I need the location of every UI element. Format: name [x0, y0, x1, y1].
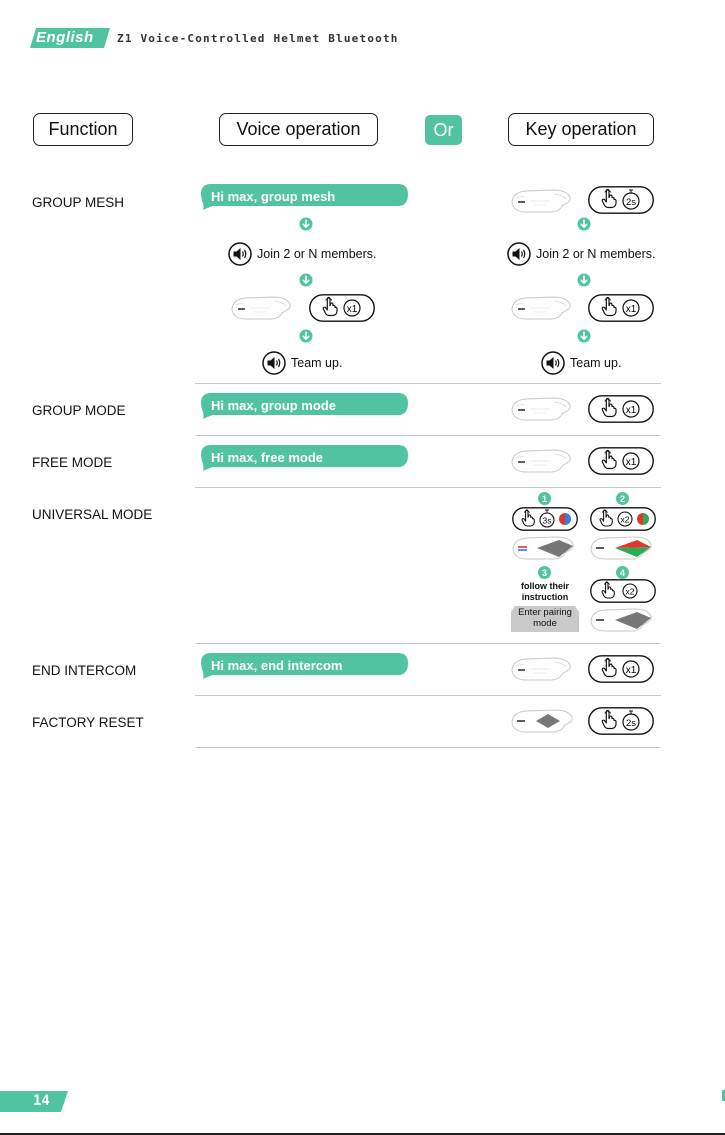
- enter-pairing-mode-box: [511, 606, 579, 632]
- speaker-icon: [262, 351, 286, 375]
- voice-command-end-intercom: [201, 653, 408, 679]
- voice-operation-column-header: Voice operation: [219, 113, 378, 146]
- helmet-device-icon: [510, 448, 572, 474]
- key-pill-shape: [590, 579, 656, 603]
- language-badge: [30, 28, 110, 48]
- row-divider: [195, 435, 661, 436]
- device-blinking-red-green: [589, 535, 657, 561]
- step-team-up-key: [541, 351, 621, 375]
- press-count-label: x1: [346, 304, 358, 315]
- key-pill-shape: [309, 294, 375, 322]
- device-blinking-red-blue: [511, 535, 579, 561]
- arrow-down-icon: [299, 329, 313, 343]
- step-text: Join 2 or N members.: [257, 247, 377, 261]
- enter-pairing-mode-text: Enter pairing mode: [518, 607, 572, 629]
- row-divider: [195, 747, 661, 748]
- hold-key-two-seconds: [588, 707, 654, 735]
- helmet-device-icon: [230, 295, 292, 321]
- press-key-once: [588, 395, 654, 423]
- arrow-down-icon: [299, 217, 313, 231]
- function-label-free-mode: FREE MODE: [32, 455, 113, 470]
- step-number: 4: [619, 568, 626, 578]
- row-divider: [195, 383, 661, 384]
- function-column-header: Function: [33, 113, 133, 146]
- key-pill-shape: [588, 707, 654, 735]
- speaker-icon: [228, 242, 252, 266]
- press-count-label: x2: [620, 514, 630, 525]
- function-label-group-mesh: GROUP MESH: [32, 195, 125, 210]
- step-number: 1: [541, 494, 548, 504]
- follow-instruction-text: follow their instruction: [521, 581, 569, 602]
- helmet-device-icon: [511, 535, 579, 561]
- key-pill-shape: [588, 447, 654, 475]
- function-label-group-mode: GROUP MODE: [32, 403, 126, 418]
- press-key-once-key: [588, 294, 654, 322]
- document-title: Z1 Voice-Controlled Helmet Bluetooth: [117, 32, 399, 45]
- key-pill-shape: [512, 507, 578, 531]
- press-key-once: [588, 655, 654, 683]
- press-key-twice: [590, 579, 656, 603]
- key-pill-shape: [588, 294, 654, 322]
- hold-duration-label: 3s: [542, 515, 552, 526]
- voice-command-text: Hi max, end intercom: [211, 658, 343, 673]
- step-number: 2: [619, 494, 626, 504]
- press-key-once-voice: [309, 294, 375, 322]
- helmet-device-icon: [589, 535, 657, 561]
- hold-key-three-seconds: [512, 507, 578, 531]
- voice-command-group-mesh: [201, 184, 408, 210]
- voice-command-text: Hi max, free mode: [211, 450, 323, 465]
- function-label-end-intercom: END INTERCOM: [32, 663, 137, 678]
- voice-command-free-mode: [201, 445, 408, 471]
- helmet-device-icon: [589, 607, 657, 633]
- hold-duration-label: 2s: [625, 718, 637, 729]
- helmet-device-icon: [510, 396, 572, 422]
- arrow-down-icon: [577, 217, 591, 231]
- hold-key-two-seconds: [588, 186, 654, 214]
- voice-command-text: Hi max, group mesh: [211, 189, 336, 204]
- step-text: Team up.: [291, 356, 343, 370]
- press-key-once: [588, 447, 654, 475]
- language-label: English: [36, 29, 94, 46]
- arrow-down-icon: [299, 273, 313, 287]
- row-divider: [195, 487, 661, 488]
- step-text: Team up.: [570, 356, 622, 370]
- press-count-label: x1: [625, 304, 637, 315]
- step-text: Join 2 or N members.: [536, 247, 656, 261]
- arrow-down-icon: [577, 329, 591, 343]
- step-number-badge: [616, 566, 629, 579]
- helmet-device-icon: [510, 188, 572, 214]
- speaker-icon: [507, 242, 531, 266]
- page-number-badge: [0, 1091, 68, 1112]
- key-operation-column-header: Key operation: [508, 113, 654, 146]
- key-pill-shape: [590, 507, 656, 531]
- key-pill-shape: [588, 395, 654, 423]
- row-divider: [195, 643, 661, 644]
- device-pairing: [589, 607, 657, 633]
- helmet-device-icon: [510, 656, 572, 682]
- step-join-members-key: [507, 242, 655, 266]
- voice-command-group-mode: [201, 393, 408, 419]
- speaker-icon: [541, 351, 565, 375]
- step-number-badge: [538, 566, 551, 579]
- device-reset: [510, 708, 578, 734]
- key-pill-shape: [588, 186, 654, 214]
- step-number-badge: [538, 492, 551, 505]
- key-pill-shape: [588, 655, 654, 683]
- voice-command-text: Hi max, group mode: [211, 398, 336, 413]
- or-separator-badge: Or: [425, 115, 462, 145]
- press-count-label: x1: [625, 457, 637, 468]
- function-label-universal-mode: UNIVERSAL MODE: [32, 507, 153, 522]
- press-count-label: x1: [625, 665, 637, 676]
- hold-duration-label: 2s: [625, 197, 637, 208]
- step-join-members-voice: [228, 242, 376, 266]
- helmet-device-icon: [510, 708, 578, 734]
- arrow-down-icon: [577, 273, 591, 287]
- step-number: 3: [541, 568, 548, 578]
- press-key-twice-led: [590, 507, 656, 531]
- row-divider: [195, 695, 661, 696]
- step-team-up-voice: [262, 351, 342, 375]
- press-count-label: x2: [625, 586, 635, 597]
- press-count-label: x1: [625, 405, 637, 416]
- step-number-badge: [616, 492, 629, 505]
- helmet-device-icon: [510, 295, 572, 321]
- function-label-factory-reset: FACTORY RESET: [32, 715, 144, 730]
- page-number: 14: [33, 1093, 50, 1109]
